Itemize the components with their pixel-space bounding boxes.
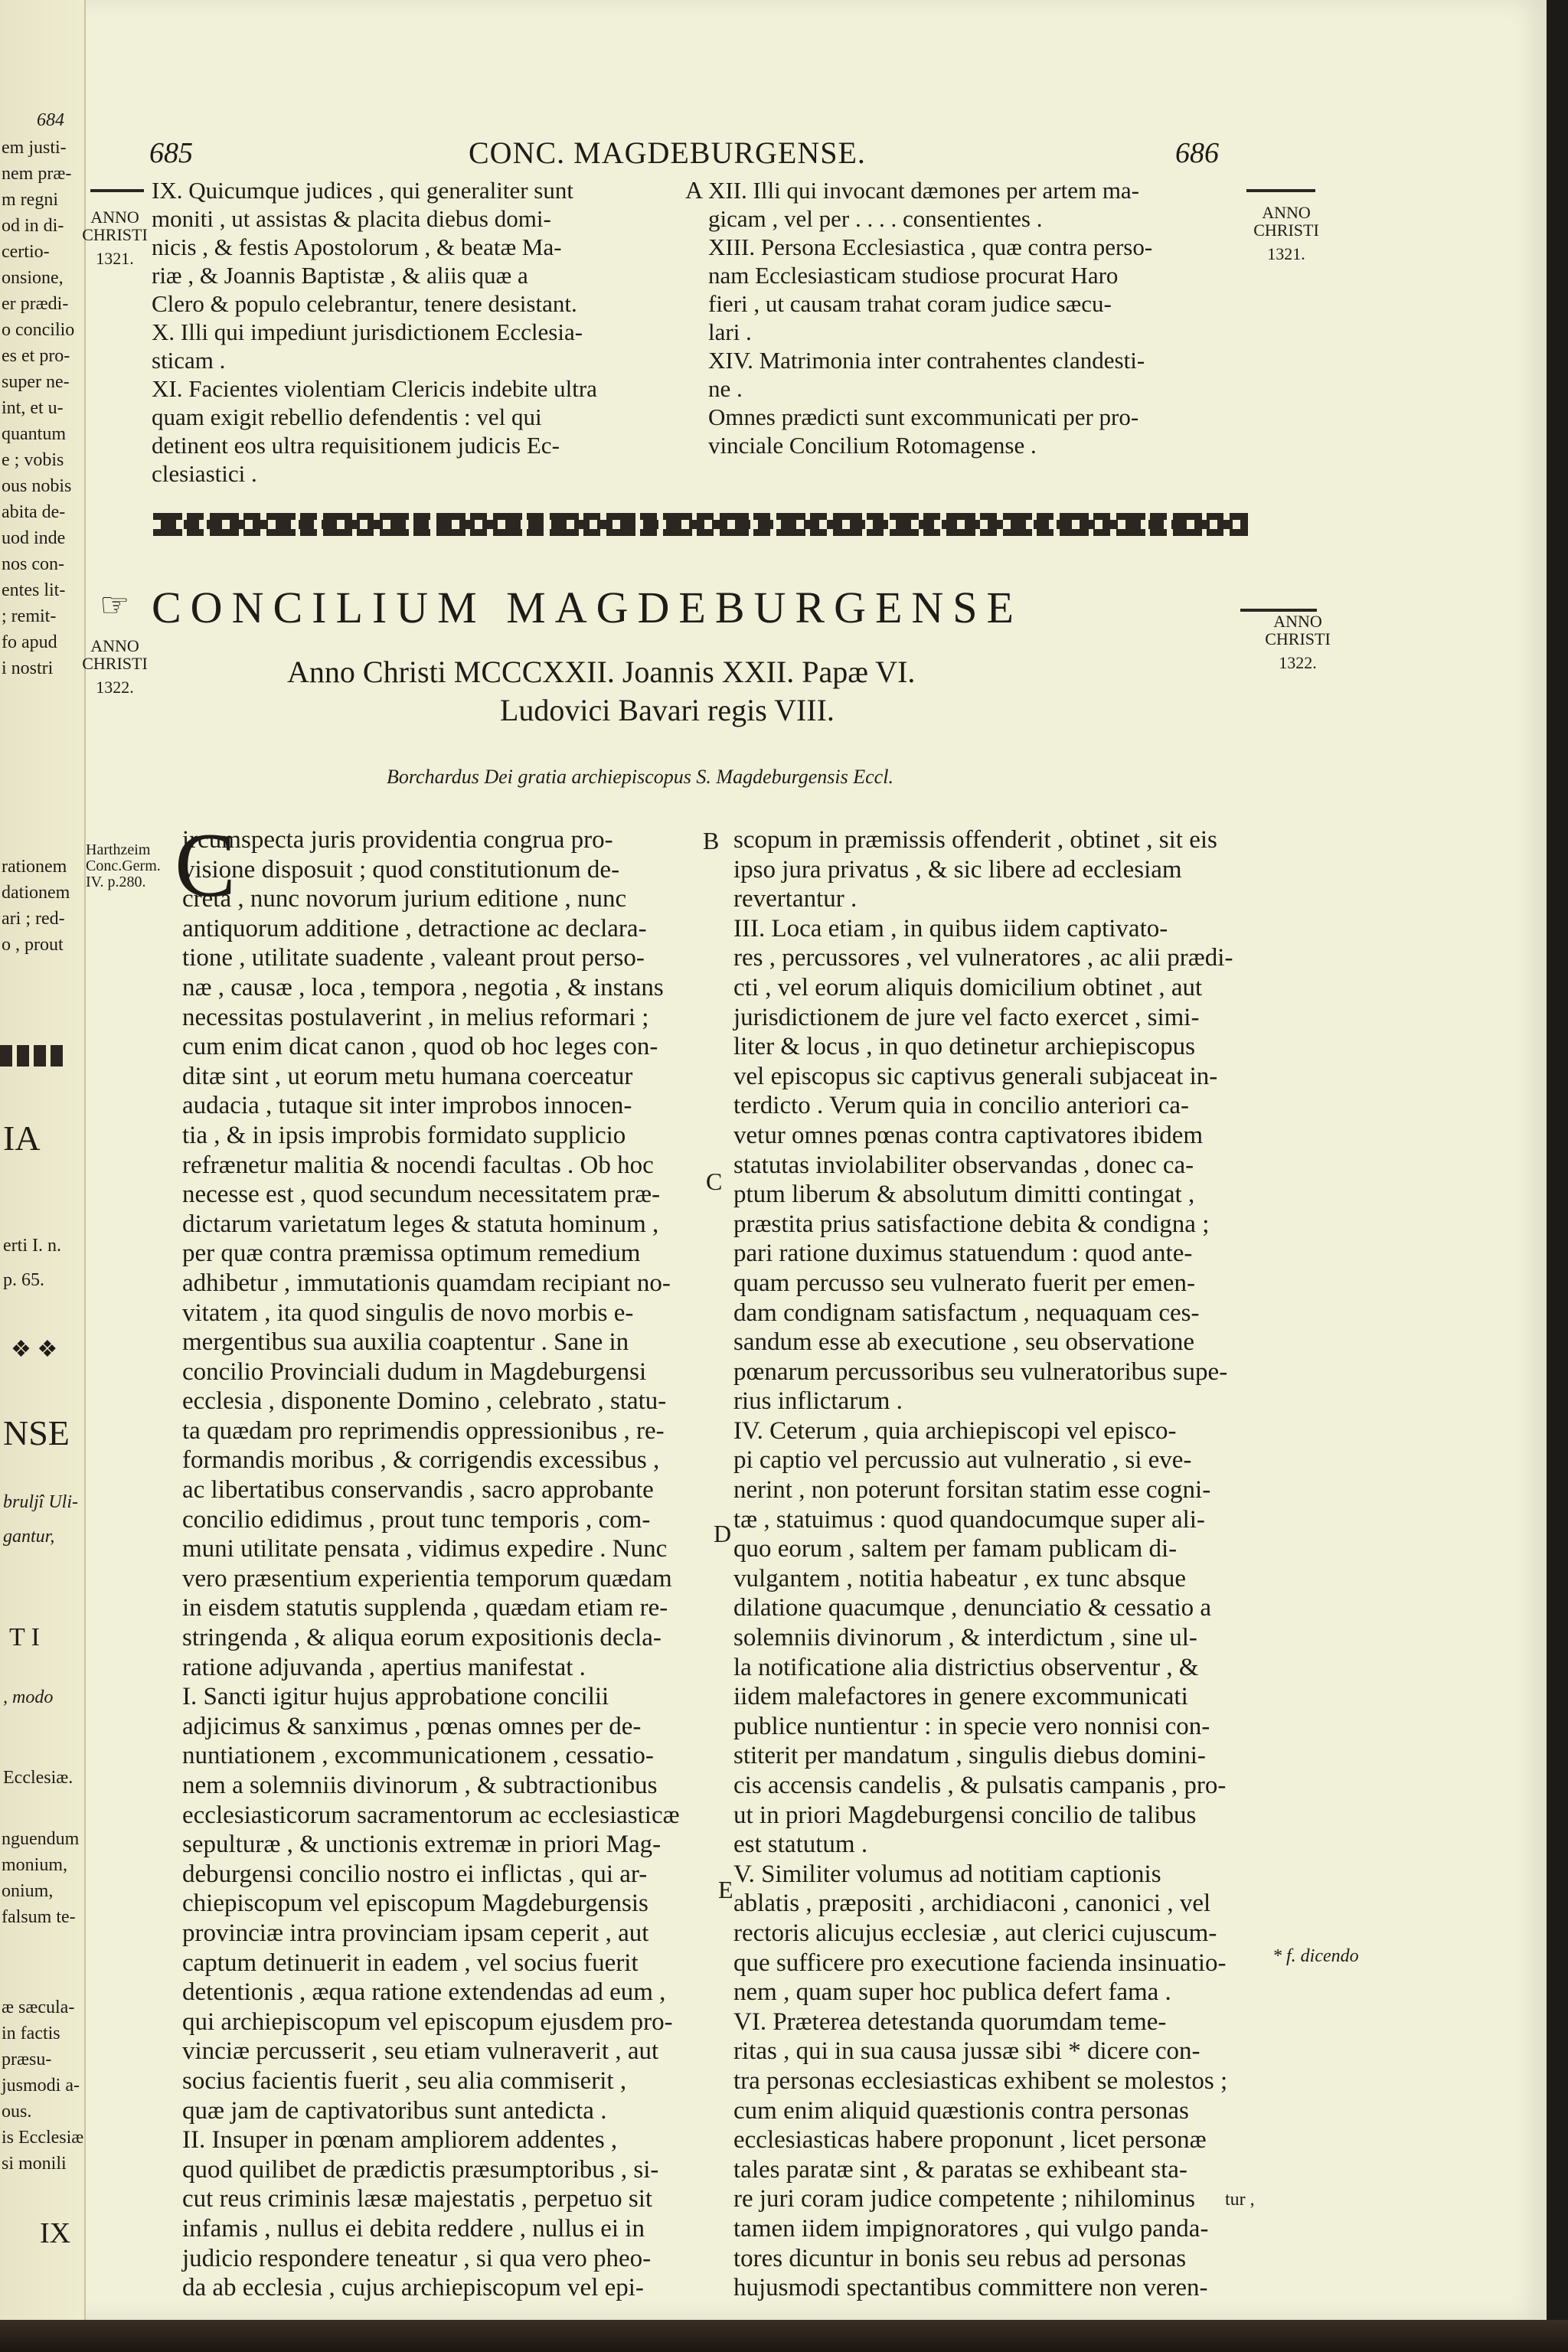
edge-fragment: e ; vobis — [2, 450, 64, 470]
text-line: tione , utilitate suadente , valeant prout perso- — [182, 944, 645, 972]
right-page-number: 686 — [1175, 137, 1219, 169]
text-line: quo eorum , saltem per famam publicam di- — [733, 1535, 1178, 1563]
edge-fragment: quantum — [2, 424, 66, 444]
decorative-ornament-band — [153, 513, 1248, 536]
text-line: pœnarum percussoribus seu vulneratoribus supe- — [733, 1357, 1228, 1386]
edge-fragment: in factis — [2, 2024, 60, 2043]
edge-fragment: i nostri — [2, 658, 54, 678]
council-subtitle-2: Ludovici Bavari regis VIII. — [500, 693, 835, 727]
edge-fragment: nem præ- — [2, 164, 72, 184]
left-column-text — [182, 825, 733, 2303]
edge-fragment: od in di- — [2, 216, 64, 236]
edge-fragment: ous nobis — [2, 476, 72, 496]
text-line: præstita prius satisfactione debita & condigna ; — [733, 1210, 1210, 1238]
text-line: statutas inviolabiliter observandas , donec ca- — [733, 1151, 1194, 1179]
catchword: tur , — [1225, 2190, 1255, 2210]
text-line: que sufficere pro executione facienda insinuatio- — [733, 1949, 1227, 1977]
text-line: tæ , statuimus : quod quandocumque super ali- — [733, 1505, 1205, 1534]
book-bottom-edge — [0, 2320, 1568, 2352]
text-line: jurisdictionem de jure vel facto exercet , simi- — [733, 1003, 1200, 1031]
text-line: refrænetur malitia & nocendi facultas . Ob hoc — [182, 1151, 654, 1179]
text-line: tra personas ecclesiasticas exhibent se molestos ; — [733, 2066, 1228, 2095]
text-line: concilio edidimus , prout tunc temporis , com- — [182, 1505, 651, 1534]
edge-fragment: dationem — [2, 883, 70, 903]
text-line: nem , quam super hoc publica defert fama . — [733, 1978, 1171, 2007]
edge-fragment: em justi- — [2, 138, 67, 158]
council-title: CONCILIUM MAGDEBURGENSE — [152, 583, 1023, 632]
text-line: nerint , non poterunt forsitan statim esse cogni- — [733, 1476, 1211, 1504]
text-line: XII. Illi qui invocant dæmones per artem ma- — [708, 177, 1140, 204]
text-line: est statutum . — [733, 1831, 868, 1859]
text-line: nem a solemniis divinorum , & subtractionibus — [182, 1772, 658, 1799]
edge-fragment: is Ecclesiæ — [2, 2128, 84, 2148]
text-line: concilio Provinciali dudum in Magdeburgensi — [182, 1357, 647, 1386]
text-line: sticam . — [152, 347, 226, 374]
running-title: CONC. MAGDEBURGENSE. — [469, 136, 866, 170]
text-line: clesiastici . — [152, 460, 257, 487]
text-line: I. Sancti igitur hujus approbatione concilii — [182, 1683, 609, 1711]
text-line: ptum liberum & absolutum dimitti contingat , — [733, 1181, 1195, 1209]
text-line: VI. Præterea detestanda quorumdam teme- — [733, 2007, 1167, 2036]
top-left-canons — [152, 176, 688, 488]
edge-fragment: certio- — [2, 242, 50, 262]
text-line: infamis , nullus ei debita reddere , nullus ei in — [182, 2214, 645, 2243]
text-line: næ , causæ , loca , tempora , negotia , & instans — [182, 973, 664, 1001]
margin-anno-christi-1321-left: ANNO CHRISTI 1321. — [82, 207, 148, 269]
prev-page-fragments-d — [2, 1994, 83, 2177]
text-line: II. Insuper in pœnam ampliorem addentes , — [182, 2126, 618, 2154]
text-line: XIV. Matrimonia inter contrahentes clandesti- — [708, 347, 1145, 374]
text-line: ta quædam pro reprimendis oppressionibus , re- — [182, 1416, 665, 1445]
edge-fragment: abita de- — [2, 502, 66, 522]
text-line: revertantur . — [733, 885, 858, 913]
text-line: scopum in præmissis offenderit , obtinet , sit eis — [733, 826, 1217, 854]
text-line: necessitas postulaverint , in melius reformari ; — [182, 1003, 649, 1031]
text-line: XI. Facientes violentiam Clericis indebite ultra — [152, 375, 597, 402]
text-line: fieri , ut causam trahat coram judice sæcu- — [708, 290, 1112, 317]
text-line: hujusmodi spectantibus committere non veren- — [733, 2274, 1208, 2302]
edge-fragment: ari ; red- — [2, 909, 65, 929]
text-line: vetur omnes pœnas contra captivatores ibidem — [733, 1121, 1204, 1149]
right-column-text — [733, 825, 1269, 2303]
text-line: pi captio vel percussio aut vulneratio , si eve- — [733, 1446, 1192, 1475]
text-line: mergentibus sua auxilia coaptentur . Sane in — [182, 1328, 629, 1357]
margin-rule — [90, 189, 144, 192]
text-line: Clero & populo celebrantur, tenere desistant. — [152, 290, 577, 317]
text-line: res , percussores , vel vulneratores , ac alii prædi- — [733, 944, 1233, 972]
text-line: adhibetur , immutationis quamdam recipiant no- — [182, 1269, 671, 1297]
prev-page-gantur: gantur, — [3, 1527, 55, 1547]
incipit: Borchardus Dei gratia archiepiscopus S. Magdeburgensis Eccl. — [387, 766, 893, 788]
edge-fragment: jusmodi a- — [2, 2076, 80, 2096]
text-line: gicam , vel per . . . . consentientes . — [708, 205, 1043, 232]
prev-page-ecclesie: Ecclesiæ. — [3, 1768, 74, 1788]
text-line: adjicimus & sanximus , pœnas omnes per de- — [182, 1712, 642, 1740]
text-line: chiepiscopum vel episcopum Magdeburgensis — [182, 1890, 648, 1918]
prev-page-fragments-c — [2, 1826, 79, 1930]
text-line: judicio respondere teneatur , si qua vero pheo- — [182, 2244, 652, 2272]
text-line: dictarum varietatum leges & statuta hominum , — [182, 1210, 659, 1238]
council-subtitle-1: Anno Christi MCCCXXII. Joannis XXII. Papæ VI. — [287, 655, 916, 689]
text-line: ratione adjuvanda , apertius manifestat . — [182, 1653, 586, 1681]
text-line: ecclesiasticorum sacramentorum ac ecclesiasticæ — [182, 1801, 680, 1829]
text-line: moniti , ut assistas & placita diebus domi- — [152, 205, 551, 232]
text-line: ditæ sint , ut eorum metu humana coerceatur — [182, 1062, 633, 1090]
text-line: ritas , qui in sua causa jussæ sibi * dicere con- — [733, 2037, 1200, 2066]
text-line: la notificatione alia districtius observentur , & — [733, 1653, 1199, 1681]
margin-anno-christi-1322-right: ANNO CHRISTI 1322. — [1265, 612, 1331, 673]
text-line: visione disposuit ; quod constitutionum de- — [182, 855, 620, 884]
text-line: formandis moribus , & corrigendis excessibus , — [182, 1446, 660, 1475]
text-line: III. Loca etiam , in quibus iidem captivato- — [733, 914, 1168, 942]
asterisk-note: * f. dicendo — [1272, 1946, 1359, 1966]
edge-fragment: monium, — [2, 1855, 68, 1875]
text-line: antiquorum additione , detractione ac declara- — [182, 914, 647, 942]
text-line: qui archiepiscopum vel episcopum ejusdem pro- — [182, 2007, 673, 2036]
text-line: vero præsentium experientia temporum quædam — [182, 1564, 672, 1592]
edge-fragment: rationem — [2, 857, 67, 877]
prev-page-nse: NSE — [3, 1413, 70, 1452]
text-line: re juri coram judice competente ; nihilominus — [733, 2185, 1195, 2213]
text-line: solemniis divinorum , & interdictum , sine ul- — [733, 1624, 1197, 1652]
left-page-number: 685 — [149, 137, 193, 169]
prev-page-flourish-icon: ❖ ❖ — [11, 1337, 58, 1362]
prev-page-ti: T I — [9, 1623, 40, 1651]
text-line: rius inflictarum . — [733, 1387, 903, 1416]
section-letter-c: C — [706, 1168, 723, 1195]
text-line: tamen iidem impignoratores , qui vulgo panda- — [733, 2214, 1209, 2243]
text-line: vinciæ percusserit , seu etiam vulneraverit , aut — [182, 2037, 659, 2066]
edge-fragment: nguendum — [2, 1829, 80, 1849]
text-line: cti , vel eorum aliquis domicilium obtinet , aut — [733, 973, 1203, 1001]
edge-fragment: int, et u- — [2, 398, 64, 418]
edge-fragment: falsum te- — [2, 1907, 76, 1927]
text-line: ecclesiasticas habere proponunt , licet personæ — [733, 2126, 1207, 2154]
edge-fragment: es et pro- — [2, 346, 70, 366]
drop-cap: C — [175, 814, 237, 916]
text-line: nam Ecclesiasticam studiose procurat Haro — [708, 262, 1119, 289]
text-line: dilatione quacumque , denunciatio & cessatio a — [733, 1594, 1212, 1622]
edge-fragment: o , prout — [2, 935, 64, 955]
text-line: iidem malefactores in genere excommunicati — [733, 1683, 1188, 1711]
text-line: nuntiationem , excommunicationem , cessatio- — [182, 1742, 654, 1770]
text-line: detinent eos ultra requisitionem judicis Ec- — [152, 432, 560, 459]
text-line: da ab ecclesia , cujus archiepiscopum vel epi- — [182, 2274, 644, 2302]
text-line: quam exigit rebellio defendentis : vel qui — [152, 403, 542, 430]
text-line: nicis , & festis Apostolorum , & beatæ Ma- — [152, 234, 562, 260]
prev-page-bruli: bruljî Uli- — [3, 1492, 79, 1512]
text-line: audacia , tutaque sit inter improbos innocen- — [182, 1092, 632, 1120]
text-line: ut in priori Magdeburgensi concilio de talibus — [733, 1801, 1197, 1829]
text-line: deburgensi concilio nostro ei inflictas , qui ar- — [182, 1860, 648, 1888]
edge-fragment: super ne- — [2, 372, 70, 392]
text-line: in eisdem statutis supplenda , quædam etiam re- — [182, 1594, 668, 1622]
text-line: cum enim aliquid quæstionis contra personas — [733, 2096, 1189, 2125]
edge-fragment: nos con- — [2, 554, 64, 574]
edge-fragment: er prædi- — [2, 294, 69, 314]
edge-fragment: præsu- — [2, 2050, 52, 2069]
section-letter-d: D — [714, 1520, 732, 1547]
prev-page-p65: p. 65. — [3, 1270, 44, 1290]
prev-page-erti: erti I. n. — [3, 1236, 61, 1256]
text-line: ne . — [708, 375, 743, 402]
text-line: publice nuntientur : in specie vero nonnisi con- — [733, 1712, 1210, 1740]
text-line: captum detinuerit in eadem , vel socius fuerit — [182, 1949, 639, 1977]
text-line: terdicto . Verum quia in concilio anteriori ca- — [733, 1092, 1190, 1120]
top-right-canons — [708, 176, 1244, 459]
prev-page-ix: IX — [40, 2217, 71, 2249]
edge-fragment: si monili — [2, 2154, 67, 2174]
text-line: vitatem , ita quod singulis de novo morbis e- — [182, 1298, 634, 1327]
text-line: tales paratæ sint , & paratas se exhibeant sta- — [733, 2155, 1187, 2184]
text-line: per quæ contra præmissa optimum remedium — [182, 1240, 641, 1268]
edge-fragment: onsione, — [2, 268, 64, 288]
prev-page-modo: , modo — [3, 1687, 54, 1707]
text-line: stiterit per mandatum , singulis diebus domini- — [733, 1742, 1206, 1770]
text-line: stringenda , & aliqua eorum expositionis decla- — [182, 1624, 662, 1652]
text-line: XIII. Persona Ecclesiastica , quæ contra perso- — [708, 234, 1153, 260]
edge-fragment: onium, — [2, 1881, 54, 1901]
margin-anno-christi-1322-left: ANNO CHRISTI 1322. — [82, 636, 148, 697]
text-line: muni utilitate pensata , vidimus expedire . Nunc — [182, 1535, 668, 1563]
text-line: riæ , & Joannis Baptistæ , & aliis quæ a — [152, 262, 528, 289]
pointing-hand-icon: ☞ — [100, 586, 130, 624]
edge-fragment: fo apud — [2, 632, 57, 652]
text-line: cut reus criminis læsæ majestatis , perpetuo sit — [182, 2185, 653, 2213]
text-line: necesse est , quod secundum necessitatem præ- — [182, 1181, 661, 1209]
text-line: IX. Quicumque judices , qui generaliter sunt — [152, 177, 573, 204]
edge-fragment: entes lit- — [2, 580, 66, 600]
text-line: IV. Ceterum , quia archiepiscopi vel episco- — [733, 1416, 1177, 1445]
text-line: quam percusso seu vulnerato fuerit per emen- — [733, 1269, 1195, 1297]
text-line: ac libertatibus conservandis , sacro approbante — [182, 1476, 654, 1504]
section-letter-b: B — [703, 827, 720, 854]
text-line: ecclesia , disponente Domino , celebrato , statu- — [182, 1387, 667, 1416]
prev-page-ornament — [0, 1045, 67, 1067]
text-line: X. Illi qui impediunt jurisdictionem Ecclesia- — [152, 318, 583, 345]
text-line: lari . — [708, 318, 752, 345]
margin-rule — [1246, 189, 1315, 192]
text-line: creta , nunc novorum jurium editione , nunc — [182, 885, 627, 913]
text-line: tores dicuntur in bonis seu rebus ad personas — [733, 2244, 1187, 2272]
prev-page-fragments-a — [2, 135, 74, 681]
text-line: cis accensis candelis , & pulsatis campanis , pro- — [733, 1772, 1227, 1799]
harthzeim-reference: Harthzeim Conc.Germ. IV. p.280. — [86, 841, 161, 890]
margin-anno-christi-1321-right: ANNO CHRISTI 1321. — [1253, 203, 1319, 264]
text-line: ircumspecta juris providentia congrua pro- — [182, 826, 613, 854]
text-line: provinciæ intra provinciam ipsam ceperit , aut — [182, 1919, 649, 1947]
edge-fragment: o concilio — [2, 320, 75, 340]
text-line: sandum esse ab executione , seu observatione — [733, 1328, 1195, 1357]
text-line: vel episcopus sic captivus generali subjaceat in- — [733, 1062, 1218, 1090]
text-line: V. Similiter volumus ad notitiam captionis — [733, 1860, 1161, 1888]
text-line: vulgantem , notitia habeatur , ex tunc absque — [733, 1564, 1187, 1592]
text-line: detentionis , æqua ratione extendendas ad eum , — [182, 1978, 666, 2007]
text-line: rectoris alicujus ecclesiæ , aut clerici cujuscum- — [733, 1919, 1217, 1947]
text-line: liter & locus , in quo detinetur archiepiscopus — [733, 1033, 1196, 1061]
edge-fragment: m regni — [2, 190, 58, 210]
text-line: pari ratione duximus statuendum : quod ante- — [733, 1240, 1193, 1268]
prev-page-number: 684 — [37, 110, 64, 130]
text-line: ipso jura privatus , & sic libere ad ecclesiam — [733, 855, 1182, 884]
prev-page-ia: IA — [3, 1119, 41, 1158]
text-line: dam condignam satisfactum , nequaquam ces- — [733, 1298, 1200, 1327]
text-line: ablatis , præpositi , archidiaconi , canonici , vel — [733, 1890, 1211, 1918]
text-line: cum enim dicat canon , quod ob hoc leges con- — [182, 1033, 658, 1061]
edge-fragment: æ sæcula- — [2, 1998, 75, 2017]
text-line: Omnes prædicti sunt excommunicati per pro- — [708, 403, 1139, 430]
section-letter-a: A — [685, 176, 704, 204]
edge-fragment: uod inde — [2, 528, 66, 548]
text-line: vinciale Concilium Rotomagense . — [708, 432, 1037, 459]
text-line: socius facientis fuerit , seu alia commiserit , — [182, 2066, 627, 2095]
section-letter-e: E — [718, 1876, 733, 1903]
text-line: sepulturæ , & unctionis extremæ in priori Mag- — [182, 1831, 662, 1859]
edge-fragment: ous. — [2, 2102, 32, 2122]
prev-page-fragments-b — [2, 854, 70, 958]
text-line: tia , & in ipsis improbis formidato supplicio — [182, 1121, 626, 1149]
text-line: quæ jam de captivatoribus sunt antedicta . — [182, 2096, 607, 2125]
text-line: quod quilibet de prædictis præsumptoribus , si- — [182, 2155, 659, 2184]
edge-fragment: ; remit- — [2, 606, 57, 626]
